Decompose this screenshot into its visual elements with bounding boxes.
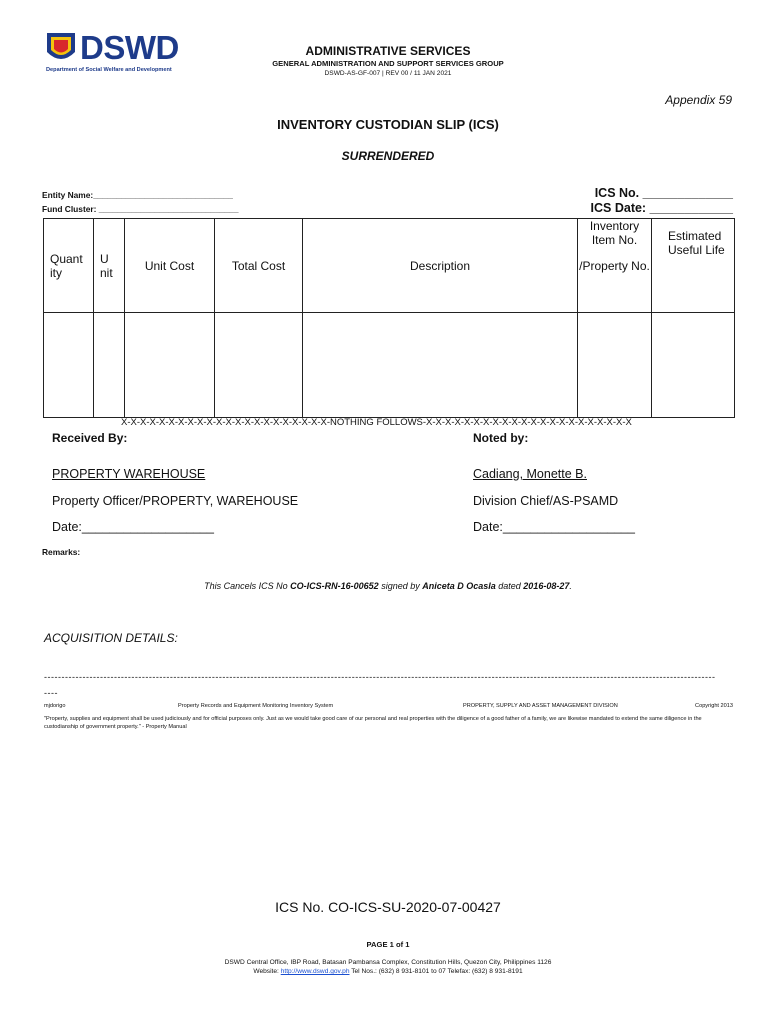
inventory-header-line2: /Property No. [579, 259, 650, 273]
cancelled-date: 2016-08-27 [523, 581, 570, 591]
status-label: SURRENDERED [341, 149, 435, 163]
form-code: DSWD-AS-GF-007 | REV 00 / 11 JAN 2021 [324, 70, 452, 77]
divider-line: ------------------------------------------------------------------------------------------------------------------------------------------------------------------------------------------------ [44, 672, 716, 682]
footer-user: mjdorigo [44, 703, 66, 709]
table-row [44, 313, 735, 418]
header-unit-cost: Unit Cost [125, 219, 215, 313]
header-inventory-no [578, 219, 652, 313]
footer-division: PROPERTY, SUPPLY AND ASSET MANAGEMENT DIVISION [463, 703, 618, 709]
cancelled-ics-no: CO-ICS-RN-16-00652 [290, 581, 379, 591]
cell-useful-life [652, 313, 735, 418]
received-by-heading: Received By: [52, 431, 128, 445]
cell-description [303, 313, 578, 418]
noted-by-name: Cadiang, Monette B. [473, 467, 587, 481]
logo-wordmark: DSWD [80, 29, 179, 66]
cell-total-cost [215, 313, 303, 418]
received-by-name: PROPERTY WAREHOUSE [52, 467, 206, 481]
header-quantity: Quant ity [44, 219, 94, 313]
logo-subtitle: Department of Social Welfare and Development [46, 67, 172, 73]
page-number: PAGE 1 of 1 [366, 940, 410, 949]
cancelled-signer: Aniceta D Ocasla [422, 581, 496, 591]
website-link[interactable]: http://www.dswd.gov.ph [280, 968, 350, 975]
address-line: DSWD Central Office, IBP Road, Batasan Pambansa Complex, Constitution Hills, Quezon City, Philippines 1126 [224, 959, 552, 966]
noted-by-position: Division Chief/AS-PSAMD [473, 494, 619, 508]
ics-no-field: ICS No. _____________ [594, 186, 733, 200]
document-title: INVENTORY CUSTODIAN SLIP (ICS) [277, 117, 499, 132]
fund-cluster-field: Fund Cluster: ______________________________ [42, 204, 239, 214]
header-total-cost: Total Cost [215, 219, 303, 313]
office-address [0, 958, 768, 976]
header-unit: U nit [94, 219, 125, 313]
cancellation-note: This Cancels ICS No CO-ICS-RN-16-00652 signed by Aniceta D Ocasla dated 2016-08-27. [204, 581, 572, 591]
remarks-label: Remarks: [42, 547, 81, 557]
contact-line: Website: http://www.dswd.gov.ph Tel Nos.: (632) 8 931-8101 to 07 Telefax: (632) 8 931-8191 [253, 968, 523, 975]
cell-unit [94, 313, 125, 418]
appendix-label: Appendix 59 [665, 93, 732, 107]
received-by-date: Date:___________________ [52, 520, 214, 534]
cell-unit-cost [125, 313, 215, 418]
acquisition-details-heading: ACQUISITION DETAILS: [44, 631, 178, 645]
header-useful-life: Estimated Useful Life [652, 219, 735, 313]
cell-quantity [44, 313, 94, 418]
cell-inventory-no [578, 313, 652, 418]
nothing-follows: X-X-X-X-X-X-X-X-X-X-X-X-X-X-X-X-X-X-X-X-X-X-NOTHING FOLLOWS-X-X-X-X-X-X-X-X-X-X-X-X-X-X-X-X-X-X-X-X-X-X [121, 417, 632, 428]
ics-date-field: ICS Date: ____________ [590, 201, 733, 215]
ics-number: ICS No. CO-ICS-SU-2020-07-00427 [275, 899, 501, 915]
property-manual-quote: "Property, supplies and equipment shall be used judiciously and for official purposes only. Just as we would take good care of our personal and real properties with the diligence of a good father of a family, we are likewise mandated to extend the same diligence in the custodianship of government property." - Property Manual [44, 716, 702, 730]
header-subtitle: GENERAL ADMINISTRATION AND SUPPORT SERVICES GROUP [272, 59, 504, 68]
table-header-row [44, 219, 735, 313]
divider-line-tail: ---- [44, 688, 58, 698]
items-table [43, 218, 735, 418]
header-description: Description [303, 219, 578, 313]
noted-by-date: Date:___________________ [473, 520, 635, 534]
footer-system: Property Records and Equipment Monitoring Inventory System [178, 703, 334, 709]
inventory-header-line1: Inventory Item No. [589, 219, 640, 247]
received-by-position: Property Officer/PROPERTY, WAREHOUSE [52, 494, 299, 508]
header-title: ADMINISTRATIVE SERVICES [305, 44, 471, 58]
noted-by-heading: Noted by: [473, 431, 529, 445]
footer-copyright: Copyright 2013 [695, 703, 733, 709]
entity-name-field: Entity Name:______________________________ [42, 190, 233, 200]
